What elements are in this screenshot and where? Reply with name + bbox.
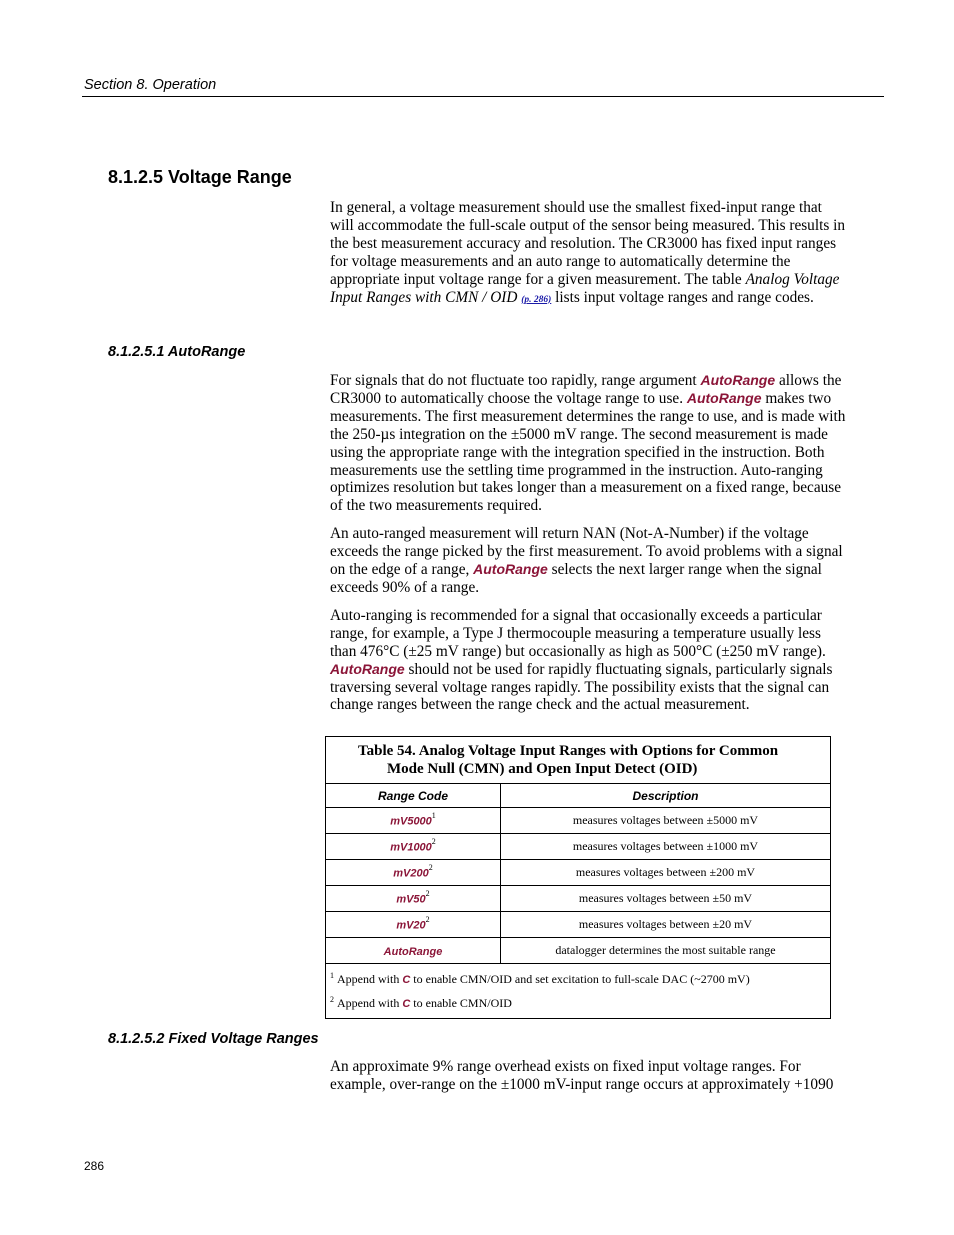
- intro-text-1: In general, a voltage measurement should use the smallest fixed-input range that will accommodate the full-scale output of the sensor being measured. This results in the best measurement accuracy and resolution. The CR3000 has fixed input ranges for voltage measurements and an auto range to automatically determine the appropriate input voltage range for a given measurement. The table: [330, 199, 846, 288]
- autorange-paragraph-2: An auto-ranged measurement will return NAN (Not-A-Number) if the voltage exceeds the range picked by the first measurement. To avoid problems with a signal on the edge of a range, AutoRange selects the next larger range when the signal exceeds 90% of a range.: [330, 525, 843, 596]
- range-table-grid: [326, 784, 830, 964]
- table-row: [326, 860, 830, 886]
- footnote: [330, 990, 826, 1014]
- range-description: measures voltages between ±20 mV: [501, 912, 831, 938]
- section-heading: 8.1.2.5 Voltage Range: [108, 167, 292, 187]
- fixed-ranges-block: [330, 1058, 846, 1094]
- range-description: datalogger determines the most suitable range: [501, 938, 831, 964]
- range-code: mV5000: [390, 815, 432, 828]
- footnote-marker: 1: [330, 971, 334, 980]
- autorange-block: [330, 372, 846, 714]
- fixed-ranges-heading: 8.1.2.5.2 Fixed Voltage Ranges: [108, 1031, 319, 1047]
- autorange-keyword: AutoRange: [686, 389, 762, 406]
- range-code-cell: [326, 834, 501, 860]
- intro-text-2: lists input voltage ranges and range codes.: [551, 288, 814, 306]
- range-code: mV200: [393, 867, 429, 880]
- range-code: mV50: [396, 893, 426, 906]
- table-title: [326, 737, 830, 784]
- table-row: [326, 938, 830, 964]
- range-code-cell: [326, 886, 501, 912]
- footnote-marker: 2: [425, 889, 430, 899]
- column-header-range-code: Range Code: [326, 784, 501, 808]
- footnote-marker: 2: [431, 837, 436, 847]
- table-footnotes: [326, 964, 830, 1018]
- fixed-ranges-paragraph: An approximate 9% range overhead exists on fixed input voltage ranges. For example, over-range on the ±1000 mV-input range occurs at approximately +1090: [330, 1058, 834, 1093]
- table-reference-title: Analog Voltage Input Ranges with CMN / OID: [330, 270, 840, 306]
- footnote-text: Append with: [337, 996, 403, 1010]
- range-description: measures voltages between ±50 mV: [501, 886, 831, 912]
- autorange-keyword: AutoRange: [473, 561, 548, 578]
- footnote-text: Append with: [337, 972, 403, 986]
- column-header-description: Description: [501, 784, 831, 808]
- range-code-cell: [326, 808, 501, 834]
- range-description: measures voltages between ±5000 mV: [501, 808, 831, 834]
- autorange-paragraph-3: Auto-ranging is recommended for a signal that occasionally exceeds a particular range, for example, a Type J thermocouple measuring a temperature usually less than 476°C (±25 mV range) but occasionally as high as 500°C (±250 mV range). AutoRange should not be used for rapidly fluctuating signals, particularly signals traversing several voltage ranges rapidly. The possibility exists that the signal can change ranges between the range check and the actual measurement.: [330, 606, 833, 714]
- autorange-paragraph-1: For signals that do not fluctuate too rapidly, range argument AutoRange allows the CR3000 to automatically choose the voltage range to use. AutoRange makes two measurements. The first measurement determines the range to use, and is made with the 250-µs integration on the ±5000 mV range. The second measurement is made using the appropriate range with the integration specified in the instruction. Both measurements use the settling time programmed in the instruction. Auto-ranging optimizes resolution but takes longer than a measurement on a fixed range, because of the two measurements required.: [330, 372, 846, 515]
- table-row: [326, 886, 830, 912]
- footnote: [330, 966, 826, 990]
- table-row: [326, 808, 830, 834]
- table-header-row: [326, 784, 830, 808]
- autorange-keyword: AutoRange: [700, 372, 776, 388]
- footnote-marker: 1: [431, 811, 436, 821]
- intro-block: [330, 199, 846, 309]
- range-code-cell: [326, 860, 501, 886]
- range-description: measures voltages between ±200 mV: [501, 860, 831, 886]
- header-rule: [82, 96, 884, 97]
- footnote-text: to enable CMN/OID: [410, 996, 512, 1010]
- table-row: [326, 912, 830, 938]
- table-title-line-2: Mode Null (CMN) and Open Input Detect (OID): [387, 761, 698, 777]
- range-code: mV20: [396, 919, 426, 932]
- running-header: Section 8. Operation: [84, 77, 217, 93]
- page-reference-link[interactable]: (p. 286): [521, 294, 552, 305]
- range-code-cell: [326, 912, 501, 938]
- table-row: [326, 834, 830, 860]
- footnote-text: to enable CMN/OID and set excitation to full-scale DAC (~2700 mV): [410, 972, 750, 986]
- range-table: [325, 736, 831, 1019]
- page-number: 286: [84, 1159, 105, 1173]
- autorange-keyword: AutoRange: [330, 660, 405, 677]
- autorange-heading: 8.1.2.5.1 AutoRange: [108, 344, 246, 360]
- range-description: measures voltages between ±1000 mV: [501, 834, 831, 860]
- footnote-code: C: [402, 998, 411, 1010]
- footnote-marker: 2: [425, 915, 430, 925]
- footnote-marker: 2: [330, 995, 334, 1004]
- table-title-line-1: Table 54. Analog Voltage Input Ranges with Options for Common: [358, 743, 779, 759]
- footnote-marker: 2: [428, 863, 433, 873]
- range-code: mV1000: [390, 841, 432, 854]
- range-code-cell: [326, 938, 501, 964]
- range-code: AutoRange: [383, 945, 443, 958]
- footnote-code: C: [402, 974, 411, 986]
- intro-paragraph: [330, 199, 846, 309]
